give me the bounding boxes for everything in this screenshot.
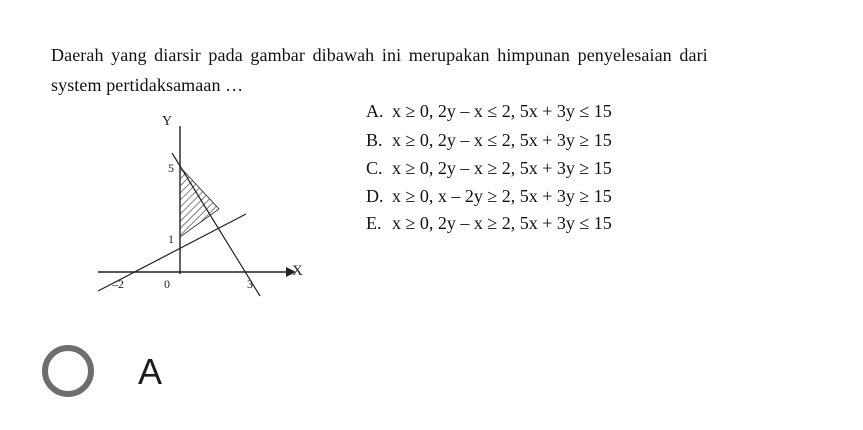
option-a-text: x ≥ 0, 2y – x ≤ 2, 5x + 3y ≤ 15 [392, 101, 612, 121]
option-d-text: x ≥ 0, x – 2y ≥ 2, 5x + 3y ≥ 15 [392, 186, 612, 206]
option-c-letter: C. [366, 158, 383, 178]
radio-button[interactable] [42, 345, 94, 397]
x-axis-label: X [292, 263, 303, 279]
answer-choice-a[interactable] [42, 345, 242, 409]
option-c-text: x ≥ 0, 2y – x ≥ 2, 5x + 3y ≥ 15 [392, 158, 612, 178]
option-d-letter: D. [366, 186, 384, 206]
option-c [366, 158, 612, 179]
option-a-letter: A. [366, 101, 384, 121]
option-e-text: x ≥ 0, 2y – x ≥ 2, 5x + 3y ≤ 15 [392, 213, 612, 233]
question-text-line-2: system pertidaksamaan … [51, 75, 244, 95]
option-d [366, 186, 612, 207]
tick-y-5: 5 [168, 161, 174, 175]
option-b-letter: B. [366, 130, 383, 150]
question-text-line-1: Daerah yang diarsir pada gambar dibawah ini merupakan himpunan penyelesaian dari [51, 45, 708, 65]
option-b [366, 130, 612, 151]
option-e-letter: E. [366, 213, 382, 233]
option-b-text: x ≥ 0, 2y – x ≤ 2, 5x + 3y ≥ 15 [392, 130, 612, 150]
tick-y-1: 1 [168, 232, 174, 246]
y-axis-label: Y [162, 114, 173, 129]
answer-label: A [138, 351, 163, 392]
shaded-region [180, 167, 219, 237]
tick-x-3: 3 [247, 277, 253, 291]
tick-x-neg2: –2 [112, 277, 124, 291]
option-e [366, 213, 612, 234]
inequality-graph [90, 106, 320, 301]
option-a [366, 101, 612, 122]
tick-origin: 0 [164, 277, 170, 291]
